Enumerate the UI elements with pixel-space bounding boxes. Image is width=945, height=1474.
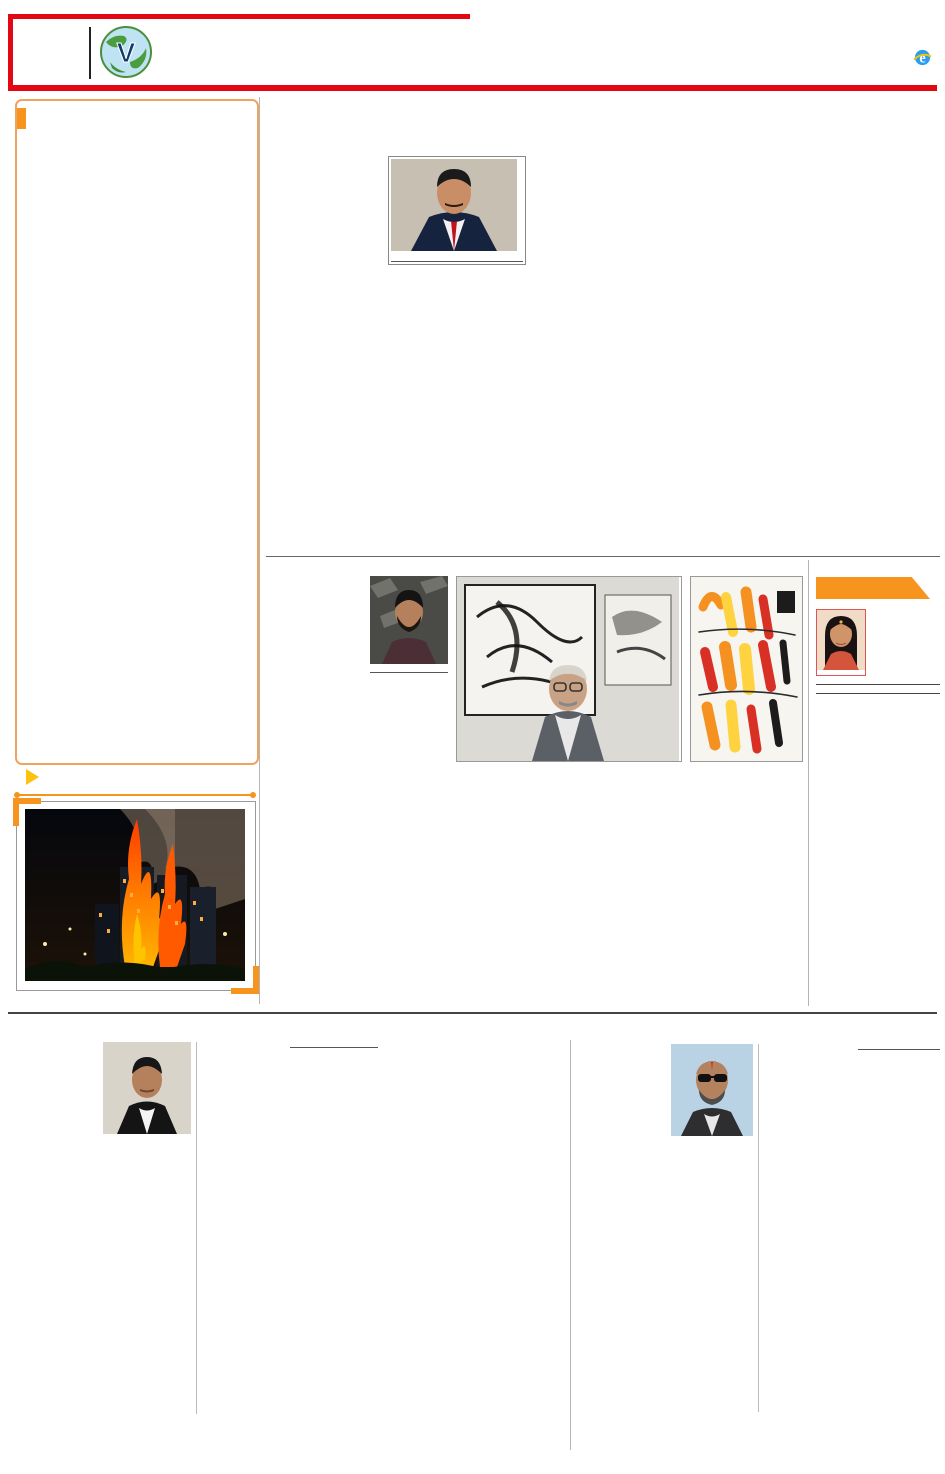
abstract-artwork-photo: [690, 576, 803, 762]
fire-photo-frame: [16, 801, 256, 991]
article-labour-laws: [14, 1032, 566, 1456]
soren-dropcap: [576, 1044, 579, 1046]
masthead-frame-top: [8, 14, 470, 19]
author-photo-bhupendra: [370, 576, 448, 673]
poem-section-label: [816, 577, 930, 599]
china-author-caption: [391, 256, 523, 262]
page-number-divider: [89, 27, 91, 79]
china-dropcap: [266, 104, 269, 106]
artist-with-artwork-photo: [456, 576, 682, 762]
art-photo-caption: [370, 667, 448, 673]
poem-column: [816, 560, 940, 1006]
soren-author-caption: [858, 1044, 940, 1050]
photo-corner-mark: [231, 966, 259, 994]
poet-row: [816, 609, 940, 676]
poet-photo: [816, 609, 866, 676]
photo-corner-mark: [13, 798, 41, 826]
divider-art-poem: [808, 560, 809, 1006]
china-article-body: [266, 104, 940, 502]
divider-bottom-articles: [570, 1040, 571, 1450]
article-china-arunachal: [266, 96, 940, 556]
poem-divider: [816, 684, 940, 685]
svg-text:e: e: [919, 50, 926, 67]
kataksh-arrow-icon: [26, 769, 39, 785]
soren-article-body: [576, 1044, 940, 1412]
poem-end-rule: [816, 693, 940, 694]
svg-text:V: V: [116, 37, 136, 68]
globe-logo-icon: [100, 26, 152, 78]
art-media-row: [266, 576, 803, 762]
divider-bottom-section: [8, 1012, 937, 1014]
author-photo-vijay: [671, 1044, 941, 1139]
article-hemant-soren: [576, 1032, 940, 1456]
author-photo-rohit: [103, 1042, 379, 1137]
author-photo-arvind: [388, 156, 526, 265]
header-red-rule: [8, 85, 937, 91]
labour-article-body: [14, 1042, 566, 1414]
browser-e-icon: [913, 48, 932, 70]
labour-author-caption: [290, 1042, 378, 1048]
website-url: [913, 48, 937, 70]
kataksh-header: [20, 769, 45, 785]
editorial-body: [17, 134, 257, 712]
labour-dropcap: [14, 1042, 17, 1044]
masthead-frame-left: [8, 14, 13, 91]
art-article-body: [266, 770, 803, 934]
hongkong-fire-photo: [25, 809, 245, 981]
editorial-box: [15, 99, 259, 765]
art-lead-cell: [266, 576, 448, 762]
print-color-bar-top: [0, 0, 945, 8]
print-color-bar-bottom: [0, 1459, 945, 1470]
article-art-bipin: [266, 560, 803, 1006]
editorial-accent-bar: [17, 108, 26, 129]
divider-china-art: [266, 556, 940, 557]
art-dropcap: [266, 576, 269, 578]
kataksh-rule: [16, 794, 254, 796]
divider-editorial-main: [259, 97, 260, 1004]
editorial-label-row: [17, 108, 257, 129]
